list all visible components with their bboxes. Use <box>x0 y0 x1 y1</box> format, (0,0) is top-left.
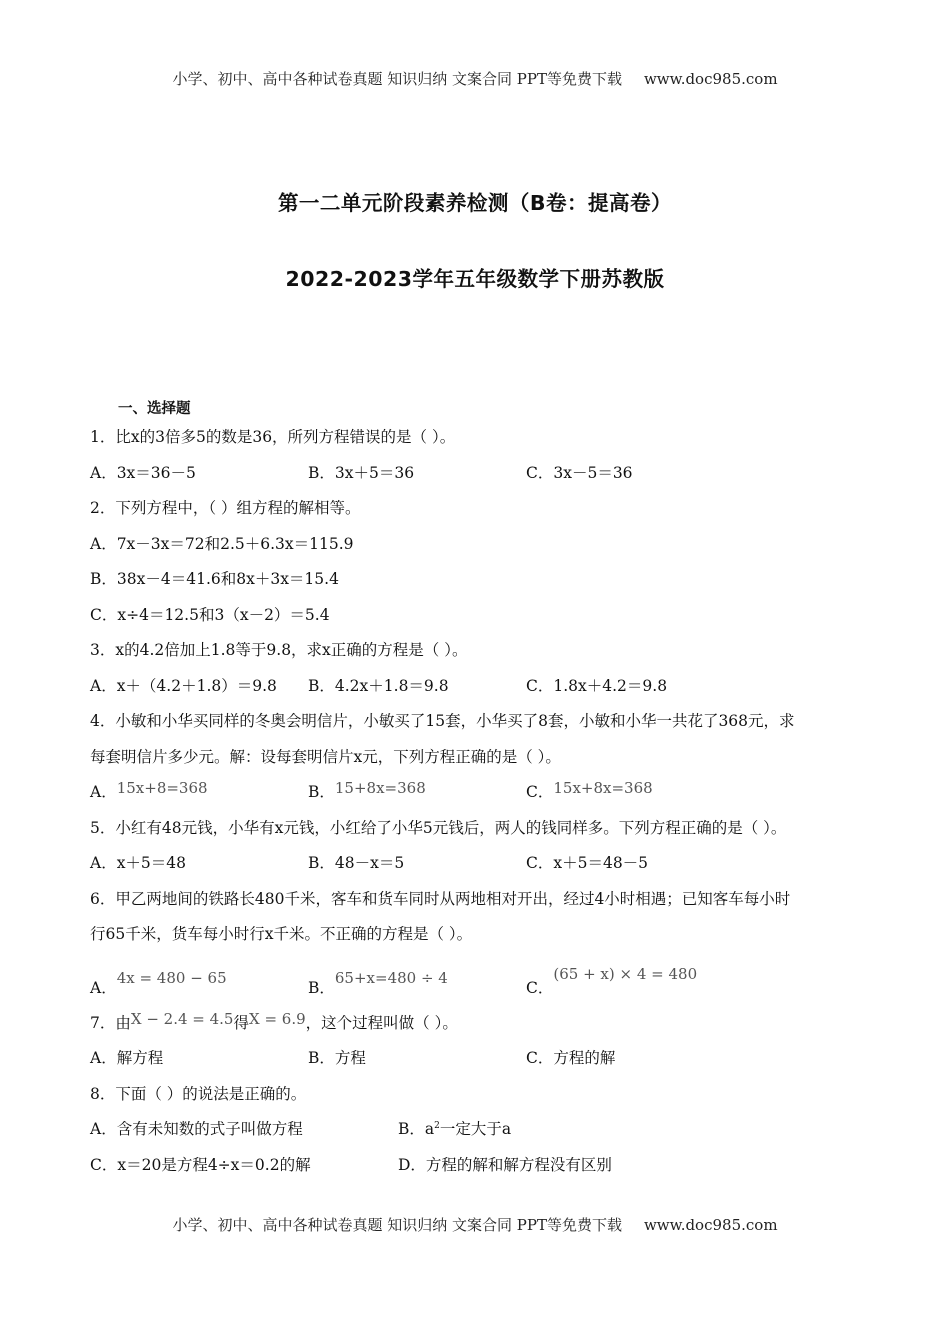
q2-option-a: A．7x－3x＝72和2.5＋6.3x＝115.9 <box>90 534 354 553</box>
title-line-2: 2022-2023学年五年级数学下册苏教版 <box>285 267 665 291</box>
q8-option-b-post: 一定大于a <box>439 1120 512 1138</box>
page-header <box>0 68 950 89</box>
q5-option-b: B．48－x＝5 <box>308 854 405 872</box>
q5-options <box>90 846 880 882</box>
q4-option-c <box>526 775 744 811</box>
q8-stem: 8．下面（ ）的说法是正确的。 <box>90 1084 307 1103</box>
q8-options-row-2 <box>90 1148 880 1184</box>
q4-stem-line-1: 4．小敏和小华买同样的冬奥会明信片，小敏买了15套，小华买了8套，小敏和小华一共花了368元，求 <box>90 712 795 730</box>
header-text: 小学、初中、高中各种试卷真题 知识归纳 文案合同 PPT等免费下载 <box>172 70 622 88</box>
q1-option-c: C．3x－5＝36 <box>526 463 633 482</box>
q7-math-2: X = 6.9 <box>249 1009 306 1028</box>
q3-options <box>90 669 880 705</box>
title-line-1: 第一二单元阶段素养检测（B卷：提高卷） <box>277 191 673 215</box>
q6-option-a-math: 4x = 480 − 65 <box>116 968 227 987</box>
q3-option-c: C．1.8x＋4.2＝9.8 <box>526 676 668 695</box>
q4-option-a-label: A． <box>90 783 117 801</box>
q8-option-b-pre: B．a <box>398 1120 435 1138</box>
q6-option-b-math: 65+x=480 ÷ 4 <box>334 968 448 987</box>
q8-option-a: A．含有未知数的式子叫做方程 <box>90 1120 303 1138</box>
q8-option-b <box>398 1112 616 1148</box>
footer-text: 小学、初中、高中各种试卷真题 知识归纳 文案合同 PPT等免费下载 <box>172 1216 622 1234</box>
q7-math-1: X − 2.4 = 4.5 <box>130 1009 234 1028</box>
q3-option-a: A．x＋（4.2＋1.8）＝9.8 <box>90 676 277 695</box>
q8-option-b-sup: 2 <box>434 1120 440 1131</box>
q2-option-c: C．x÷4＝12.5和3（x－2）＝5.4 <box>90 605 330 624</box>
q6-stem-line-1: 6．甲乙两地间的铁路长480千米，客车和货车同时从两地相对开出，经过4小时相遇；已知客车每小时 <box>90 889 791 908</box>
q2-option-b: B．38x－4＝41.6和8x＋3x＝15.4 <box>90 570 339 588</box>
q5-option-a: A．x＋5＝48 <box>90 854 187 872</box>
question-list <box>90 398 880 1183</box>
q4-option-a <box>90 775 308 811</box>
q1-option-a: A．3x＝36－5 <box>90 463 196 482</box>
q6-option-c-math: (65 + x) × 4 = 480 <box>553 964 698 983</box>
q6-option-a <box>90 953 308 1006</box>
q6-option-c <box>526 953 744 1006</box>
q5-stem: 5．小红有48元钱，小华有x元钱，小红给了小华5元钱后，两人的钱同样多。下列方程正确的是（ ）。 <box>90 818 787 837</box>
q7-option-b: B．方程 <box>308 1049 366 1067</box>
q4-option-b <box>308 775 526 811</box>
q6-option-b-label: B． <box>308 978 335 997</box>
q4-option-b-label: B． <box>308 783 335 801</box>
q5-option-c: C．x＋5＝48－5 <box>526 854 649 872</box>
q1-options <box>90 456 880 492</box>
q7-stem-pre: 7．由 <box>90 1013 131 1032</box>
q2-stem: 2．下列方程中，（ ）组方程的解相等。 <box>90 499 361 517</box>
q4-stem-line-2: 每套明信片多少元。解：设每套明信片x元，下列方程正确的是（ ）。 <box>90 747 561 766</box>
q7-stem-mid: 得 <box>233 1013 249 1032</box>
q7-stem <box>90 1006 880 1042</box>
q1-stem: 1．比x的3倍多5的数是36，所列方程错误的是（ ）。 <box>90 428 456 446</box>
q4-option-c-math: 15x+8x=368 <box>553 779 653 797</box>
q8-options-row-1 <box>90 1112 880 1148</box>
q3-option-b: B．4.2x＋1.8＝9.8 <box>308 676 449 695</box>
q6-options <box>90 953 880 1006</box>
header-url[interactable]: www.doc985.com <box>643 70 778 88</box>
q6-option-b <box>308 953 526 1006</box>
q4-option-a-math: 15x+8=368 <box>116 779 208 797</box>
q4-option-b-math: 15+8x=368 <box>334 779 426 797</box>
section-heading: 一、选择题 <box>118 401 191 417</box>
q7-stem-post: ，这个过程叫做（ ）。 <box>305 1013 458 1032</box>
q7-options <box>90 1041 880 1077</box>
q4-options <box>90 775 880 811</box>
page-footer <box>0 1214 950 1235</box>
footer-url[interactable]: www.doc985.com <box>643 1216 778 1234</box>
q6-stem-line-2: 行65千米，货车每小时行x千米。不正确的方程是（ ）。 <box>90 925 473 943</box>
q3-stem: 3．x的4.2倍加上1.8等于9.8，求x正确的方程是（ ）。 <box>90 641 468 659</box>
q8-option-d: D．方程的解和解方程没有区别 <box>398 1155 612 1174</box>
q4-option-c-label: C． <box>526 783 554 801</box>
q6-option-a-label: A． <box>90 978 117 997</box>
q7-option-c: C．方程的解 <box>526 1049 616 1067</box>
q8-option-c: C．x＝20是方程4÷x＝0.2的解 <box>90 1155 311 1174</box>
q1-option-b: B．3x＋5＝36 <box>308 463 415 482</box>
q6-option-c-label: C． <box>526 978 554 997</box>
q7-option-a: A．解方程 <box>90 1049 164 1067</box>
